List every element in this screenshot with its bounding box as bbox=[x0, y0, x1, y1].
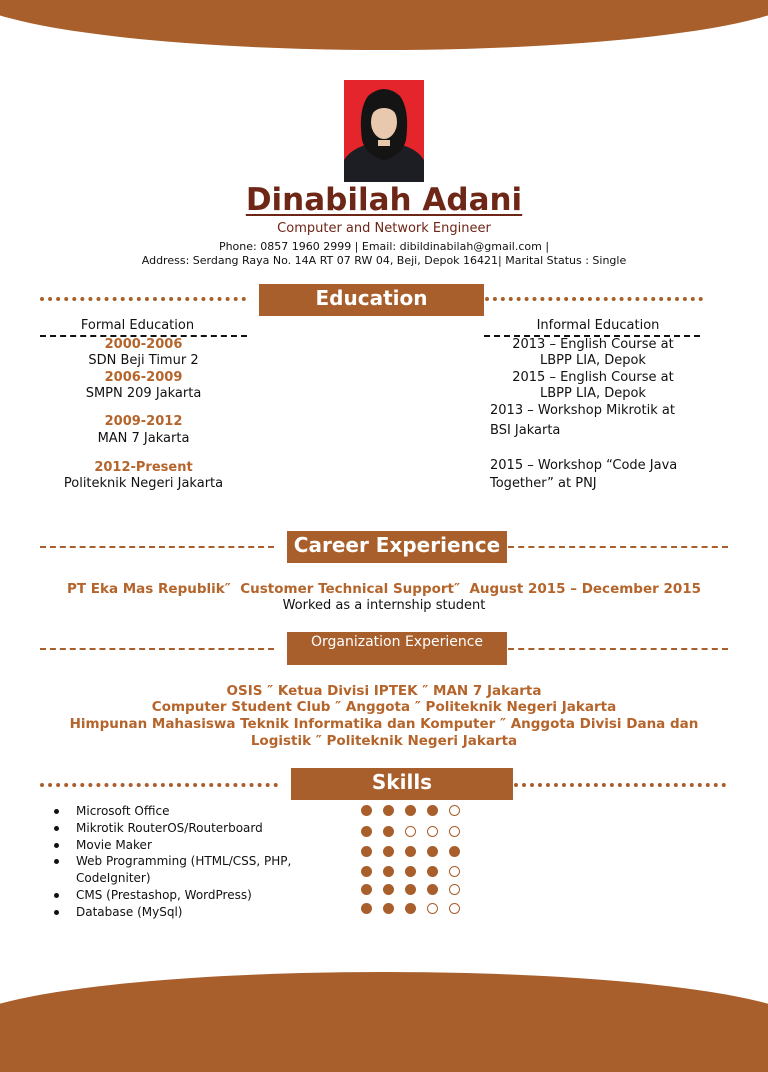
organization-entry: Computer Student Club ″ Anggota ″ Politeknik Negeri Jakarta bbox=[151, 699, 617, 715]
rating-dot-filled bbox=[361, 903, 372, 914]
rating-dot-empty bbox=[449, 866, 460, 877]
skill-name: Mikrotik RouterOS/Routerboard bbox=[76, 820, 263, 835]
formal-years: 2006-2009 bbox=[104, 370, 183, 385]
informal-entry-line: 2013 – Workshop Mikrotik at bbox=[490, 403, 675, 418]
rating-dot-filled bbox=[449, 846, 460, 857]
skill-name: Web Programming (HTML/CSS, PHP, bbox=[76, 854, 292, 869]
career-description: Worked as a internship student bbox=[282, 598, 486, 613]
skill-item bbox=[54, 837, 291, 854]
rating-dot-empty bbox=[449, 826, 460, 837]
skill-name-continued: CodeIgniter) bbox=[76, 871, 151, 886]
bullet-icon bbox=[54, 809, 59, 814]
skill-item bbox=[54, 904, 291, 921]
career-heading: Career Experience bbox=[287, 531, 507, 563]
rating-dot-filled bbox=[383, 846, 394, 857]
informal-education-heading: Informal Education bbox=[536, 318, 660, 333]
skill-item bbox=[54, 853, 291, 887]
rating-dot-empty bbox=[449, 884, 460, 895]
skill-name: Movie Maker bbox=[76, 837, 152, 852]
contact-line-phone-email: Phone: 0857 1960 2999 | Email: dibildinabilah@gmail.com | bbox=[218, 240, 550, 253]
rating-dot-filled bbox=[427, 866, 438, 877]
formal-years: 2000-2006 bbox=[104, 337, 183, 352]
rating-dot-filled bbox=[383, 805, 394, 816]
job-title: Computer and Network Engineer bbox=[277, 221, 491, 236]
skill-item bbox=[54, 803, 291, 820]
career-divider-left bbox=[40, 546, 274, 548]
organization-entry: OSIS ″ Ketua Divisi IPTEK ″ MAN 7 Jakarta bbox=[226, 683, 542, 699]
career-period: August 2015 – December 2015 bbox=[469, 581, 702, 597]
rating-dot-filled bbox=[361, 846, 372, 857]
skill-name: CMS (Prestashop, WordPress) bbox=[76, 887, 252, 902]
skill-name: Database (MySql) bbox=[76, 904, 183, 919]
skills-divider-right bbox=[514, 783, 726, 787]
skills-list bbox=[54, 803, 291, 921]
career-role: Customer Technical Support bbox=[240, 581, 454, 597]
skills-heading: Skills bbox=[291, 768, 513, 800]
organization-divider-right bbox=[508, 648, 728, 650]
education-divider-left bbox=[40, 297, 246, 301]
rating-dot-filled bbox=[405, 846, 416, 857]
rating-dot-filled bbox=[383, 884, 394, 895]
organization-heading: Organization Experience bbox=[287, 632, 507, 665]
career-entry bbox=[0, 581, 768, 597]
formal-school: Politeknik Negeri Jakarta bbox=[63, 476, 224, 491]
rating-dot-filled bbox=[383, 866, 394, 877]
formal-school: SDN Beji Timur 2 bbox=[88, 353, 199, 368]
informal-entry-line: Together” at PNJ bbox=[490, 476, 597, 491]
formal-education-heading: Formal Education bbox=[80, 318, 195, 333]
rating-dot-filled bbox=[405, 805, 416, 816]
informal-entry-line: 2015 – Workshop “Code Java bbox=[490, 458, 678, 473]
informal-entry-line: BSI Jakarta bbox=[490, 423, 561, 438]
rating-dot-empty bbox=[449, 903, 460, 914]
person-portrait-icon bbox=[344, 80, 424, 182]
rating-dot-filled bbox=[427, 805, 438, 816]
bullet-icon bbox=[54, 843, 59, 848]
informal-entry-line: LBPP LIA, Depok bbox=[540, 353, 646, 368]
education-divider-right bbox=[485, 297, 703, 301]
rating-dot-filled bbox=[361, 884, 372, 895]
rating-dot-empty bbox=[449, 805, 460, 816]
rating-dot-empty bbox=[427, 903, 438, 914]
skill-name: Microsoft Office bbox=[76, 804, 170, 818]
rating-dot-filled bbox=[427, 884, 438, 895]
bullet-icon bbox=[54, 859, 59, 864]
organization-entry: Logistik ″ Politeknik Negeri Jakarta bbox=[250, 733, 518, 749]
bullet-icon bbox=[54, 910, 59, 915]
formal-school: SMPN 209 Jakarta bbox=[85, 386, 202, 401]
rating-dot-filled bbox=[383, 903, 394, 914]
rating-dot-filled bbox=[361, 866, 372, 877]
bullet-icon bbox=[54, 893, 59, 898]
skill-item bbox=[54, 887, 291, 904]
top-decorative-band bbox=[0, 0, 768, 50]
profile-photo bbox=[344, 80, 424, 182]
skills-divider-left bbox=[40, 783, 278, 787]
bullet-icon bbox=[54, 826, 59, 831]
rating-dot-filled bbox=[405, 903, 416, 914]
organization-entry: Himpunan Mahasiswa Teknik Informatika dan Komputer ″ Anggota Divisi Dana dan bbox=[69, 716, 699, 732]
organization-divider-left bbox=[40, 648, 274, 650]
rating-dot-filled bbox=[361, 826, 372, 837]
formal-years: 2012-Present bbox=[94, 460, 193, 475]
career-company: PT Eka Mas Republik bbox=[66, 581, 225, 597]
informal-entry-line: 2013 – English Course at bbox=[512, 337, 674, 352]
rating-dot-empty bbox=[405, 826, 416, 837]
career-separator: ″ bbox=[224, 581, 231, 597]
informal-entry-line: 2015 – English Course at bbox=[512, 370, 674, 385]
bottom-decorative-band bbox=[0, 972, 768, 1072]
formal-school: MAN 7 Jakarta bbox=[97, 431, 190, 446]
candidate-name: Dinabilah Adani bbox=[245, 182, 523, 218]
rating-dot-filled bbox=[361, 805, 372, 816]
formal-years: 2009-2012 bbox=[104, 414, 183, 429]
education-heading: Education bbox=[259, 284, 484, 316]
contact-line-address: Address: Serdang Raya No. 14A RT 07 RW 04, Beji, Depok 16421| Marital Status : Single bbox=[141, 254, 627, 267]
skill-item bbox=[54, 820, 291, 837]
rating-dot-empty bbox=[427, 826, 438, 837]
rating-dot-filled bbox=[383, 826, 394, 837]
rating-dot-filled bbox=[427, 846, 438, 857]
rating-dot-filled bbox=[405, 866, 416, 877]
career-divider-right bbox=[508, 546, 728, 548]
informal-entry-line: LBPP LIA, Depok bbox=[540, 386, 646, 401]
rating-dot-filled bbox=[405, 884, 416, 895]
career-separator: ″ bbox=[454, 581, 461, 597]
